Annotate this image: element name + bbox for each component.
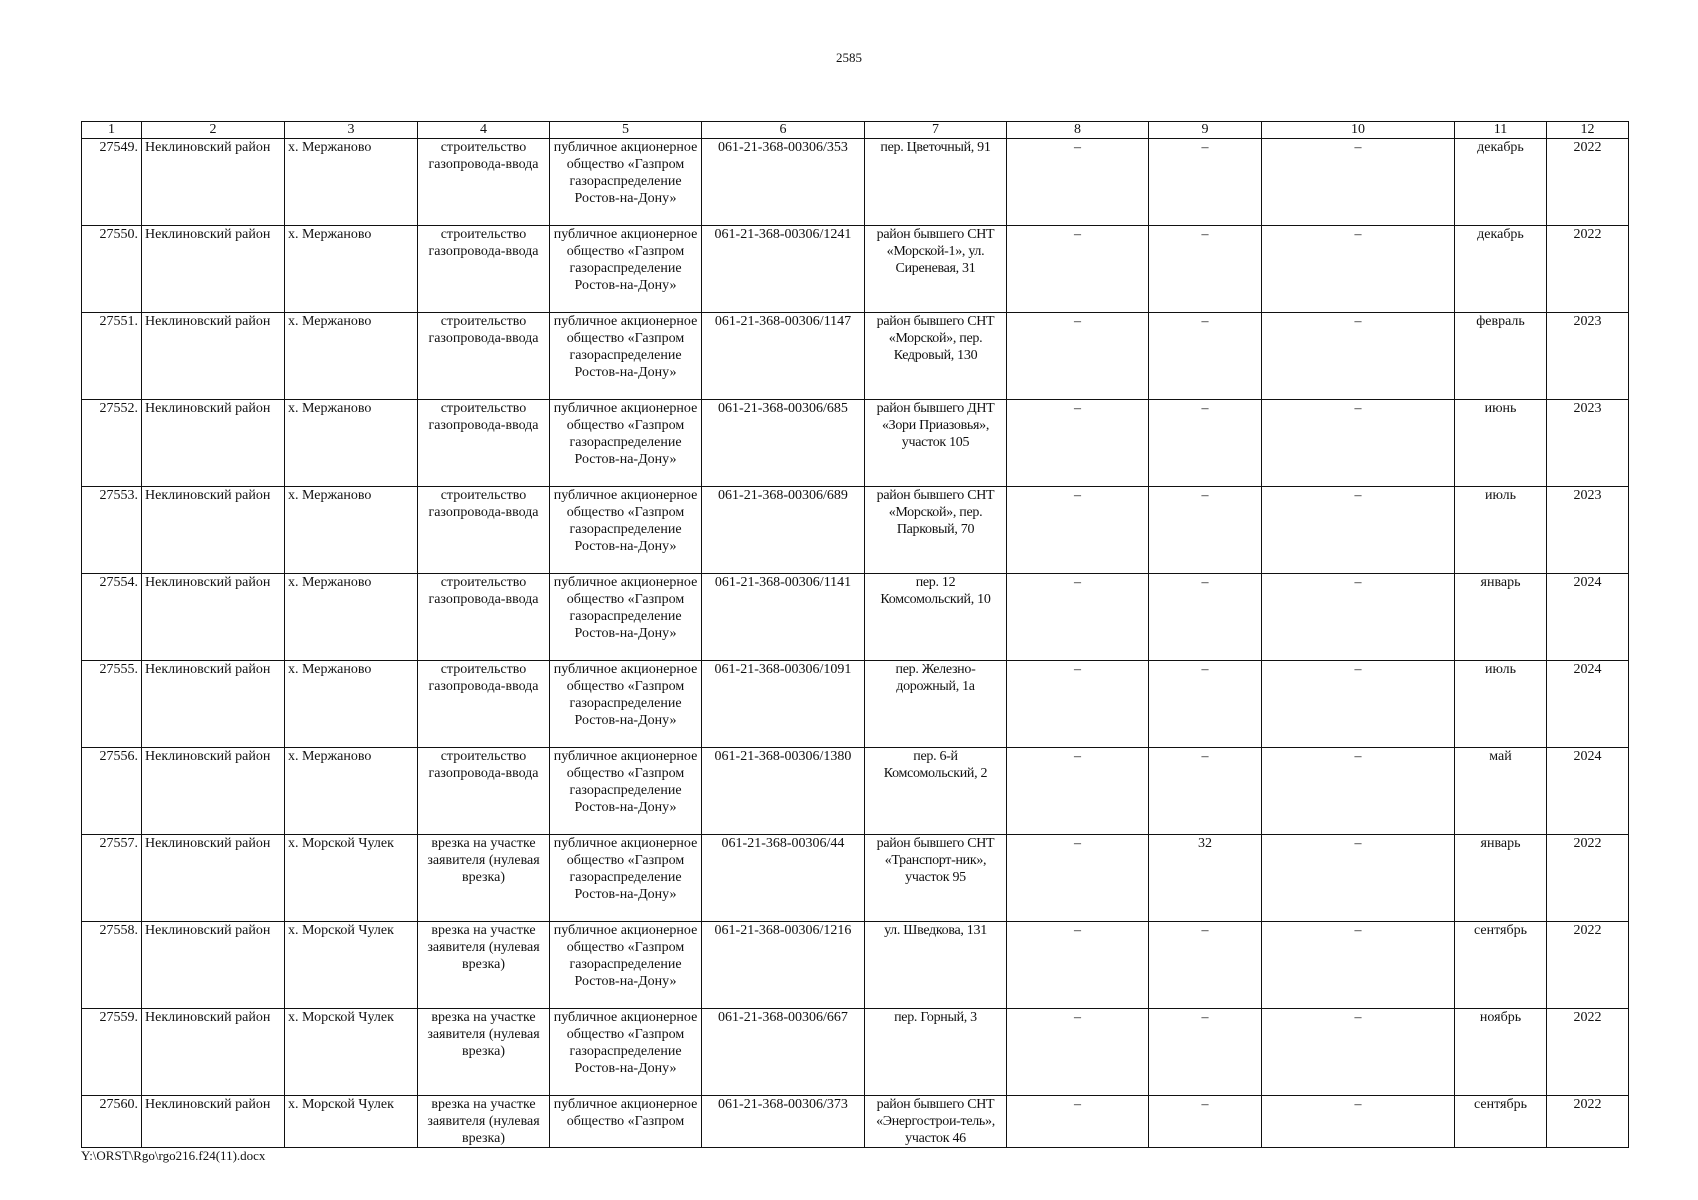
organization-cell: публичное акционерное общество «Газпром газораспределение Ростов-на-Дону» (550, 139, 702, 226)
column-10-cell: – (1262, 835, 1455, 922)
organization-cell: публичное акционерное общество «Газпром (550, 1096, 702, 1148)
record-number: 27559. (82, 1009, 142, 1096)
column-8-cell: – (1007, 313, 1149, 400)
table-row (82, 748, 1629, 835)
column-9-cell: – (1149, 748, 1262, 835)
district-cell: Неклиновский район (142, 400, 285, 487)
locality-cell: х. Морской Чулек (285, 1096, 418, 1148)
month-cell: сентябрь (1455, 922, 1547, 1009)
work-type-cell: врезка на участке заявителя (нулевая врезка) (418, 922, 550, 1009)
registry-code-cell: 061-21-368-00306/1241 (702, 226, 865, 313)
table-row (82, 1096, 1629, 1148)
district-cell: Неклиновский район (142, 313, 285, 400)
registry-code-cell: 061-21-368-00306/1216 (702, 922, 865, 1009)
column-9-cell: – (1149, 922, 1262, 1009)
locality-cell: х. Мержаново (285, 139, 418, 226)
column-8-cell: – (1007, 748, 1149, 835)
year-cell: 2023 (1547, 400, 1629, 487)
column-number: 7 (865, 122, 1007, 139)
column-10-cell: – (1262, 574, 1455, 661)
table-row (82, 313, 1629, 400)
year-cell: 2023 (1547, 487, 1629, 574)
table-row (82, 835, 1629, 922)
registry-code-cell: 061-21-368-00306/667 (702, 1009, 865, 1096)
column-number: 3 (285, 122, 418, 139)
column-10-cell: – (1262, 1009, 1455, 1096)
organization-cell: публичное акционерное общество «Газпром газораспределение Ростов-на-Дону» (550, 487, 702, 574)
registry-table (81, 121, 1629, 1148)
column-number: 11 (1455, 122, 1547, 139)
registry-code-cell: 061-21-368-00306/685 (702, 400, 865, 487)
organization-cell: публичное акционерное общество «Газпром газораспределение Ростов-на-Дону» (550, 748, 702, 835)
address-cell: пер. Горный, 3 (865, 1009, 1007, 1096)
column-10-cell: – (1262, 661, 1455, 748)
column-9-cell: 32 (1149, 835, 1262, 922)
month-cell: июнь (1455, 400, 1547, 487)
organization-cell: публичное акционерное общество «Газпром газораспределение Ростов-на-Дону» (550, 226, 702, 313)
work-type-cell: строительство газопровода-ввода (418, 661, 550, 748)
column-8-cell: – (1007, 574, 1149, 661)
work-type-cell: врезка на участке заявителя (нулевая врезка) (418, 1096, 550, 1148)
column-number-row (82, 122, 1629, 139)
registry-code-cell: 061-21-368-00306/1380 (702, 748, 865, 835)
record-number: 27557. (82, 835, 142, 922)
year-cell: 2022 (1547, 922, 1629, 1009)
record-number: 27560. (82, 1096, 142, 1148)
column-10-cell: – (1262, 139, 1455, 226)
locality-cell: х. Морской Чулек (285, 1009, 418, 1096)
record-number: 27555. (82, 661, 142, 748)
record-number: 27550. (82, 226, 142, 313)
organization-cell: публичное акционерное общество «Газпром газораспределение Ростов-на-Дону» (550, 922, 702, 1009)
column-10-cell: – (1262, 313, 1455, 400)
column-8-cell: – (1007, 139, 1149, 226)
locality-cell: х. Морской Чулек (285, 835, 418, 922)
column-number: 4 (418, 122, 550, 139)
month-cell: январь (1455, 574, 1547, 661)
month-cell: июль (1455, 487, 1547, 574)
organization-cell: публичное акционерное общество «Газпром газораспределение Ростов-на-Дону» (550, 574, 702, 661)
table-row (82, 487, 1629, 574)
column-10-cell: – (1262, 748, 1455, 835)
year-cell: 2022 (1547, 1096, 1629, 1148)
footer-file-path: Y:\ORST\Rgo\rgo216.f24(11).docx (81, 1148, 266, 1163)
record-number: 27553. (82, 487, 142, 574)
registry-code-cell: 061-21-368-00306/1091 (702, 661, 865, 748)
column-number: 6 (702, 122, 865, 139)
column-8-cell: – (1007, 226, 1149, 313)
column-number: 5 (550, 122, 702, 139)
record-number: 27549. (82, 139, 142, 226)
table-row (82, 400, 1629, 487)
organization-cell: публичное акционерное общество «Газпром газораспределение Ростов-на-Дону» (550, 313, 702, 400)
column-8-cell: – (1007, 487, 1149, 574)
column-10-cell: – (1262, 226, 1455, 313)
table-row (82, 1009, 1629, 1096)
column-8-cell: – (1007, 1096, 1149, 1148)
table-row (82, 661, 1629, 748)
work-type-cell: строительство газопровода-ввода (418, 313, 550, 400)
year-cell: 2024 (1547, 661, 1629, 748)
column-number: 8 (1007, 122, 1149, 139)
column-8-cell: – (1007, 1009, 1149, 1096)
address-cell: район бывшего СНТ «Морской», пер. Кедровый, 130 (865, 313, 1007, 400)
address-cell: пер. 12 Комсомольский, 10 (865, 574, 1007, 661)
registry-code-cell: 061-21-368-00306/353 (702, 139, 865, 226)
month-cell: май (1455, 748, 1547, 835)
district-cell: Неклиновский район (142, 139, 285, 226)
column-8-cell: – (1007, 400, 1149, 487)
column-number: 10 (1262, 122, 1455, 139)
column-number: 9 (1149, 122, 1262, 139)
column-9-cell: – (1149, 226, 1262, 313)
organization-cell: публичное акционерное общество «Газпром газораспределение Ростов-на-Дону» (550, 1009, 702, 1096)
work-type-cell: врезка на участке заявителя (нулевая врезка) (418, 835, 550, 922)
address-cell: пер. Цветочный, 91 (865, 139, 1007, 226)
column-number: 12 (1547, 122, 1629, 139)
locality-cell: х. Мержаново (285, 313, 418, 400)
work-type-cell: строительство газопровода-ввода (418, 748, 550, 835)
year-cell: 2023 (1547, 313, 1629, 400)
page-number: 2585 (836, 50, 862, 65)
column-9-cell: – (1149, 487, 1262, 574)
district-cell: Неклиновский район (142, 1096, 285, 1148)
column-number: 2 (142, 122, 285, 139)
registry-code-cell: 061-21-368-00306/689 (702, 487, 865, 574)
address-cell: пер. 6-й Комсомольский, 2 (865, 748, 1007, 835)
address-cell: пер. Железно-дорожный, 1а (865, 661, 1007, 748)
year-cell: 2022 (1547, 1009, 1629, 1096)
locality-cell: х. Мержаново (285, 226, 418, 313)
work-type-cell: строительство газопровода-ввода (418, 574, 550, 661)
month-cell: июль (1455, 661, 1547, 748)
address-cell: район бывшего СНТ «Морской», пер. Парковый, 70 (865, 487, 1007, 574)
column-9-cell: – (1149, 313, 1262, 400)
district-cell: Неклиновский район (142, 226, 285, 313)
table-row (82, 574, 1629, 661)
column-10-cell: – (1262, 1096, 1455, 1148)
table-row (82, 226, 1629, 313)
column-9-cell: – (1149, 574, 1262, 661)
registry-code-cell: 061-21-368-00306/44 (702, 835, 865, 922)
organization-cell: публичное акционерное общество «Газпром газораспределение Ростов-на-Дону» (550, 835, 702, 922)
table-row (82, 922, 1629, 1009)
district-cell: Неклиновский район (142, 487, 285, 574)
column-8-cell: – (1007, 661, 1149, 748)
month-cell: ноябрь (1455, 1009, 1547, 1096)
year-cell: 2022 (1547, 139, 1629, 226)
locality-cell: х. Мержаново (285, 574, 418, 661)
registry-code-cell: 061-21-368-00306/373 (702, 1096, 865, 1148)
work-type-cell: строительство газопровода-ввода (418, 226, 550, 313)
locality-cell: х. Мержаново (285, 487, 418, 574)
district-cell: Неклиновский район (142, 661, 285, 748)
column-9-cell: – (1149, 139, 1262, 226)
column-9-cell: – (1149, 400, 1262, 487)
record-number: 27552. (82, 400, 142, 487)
locality-cell: х. Мержаново (285, 748, 418, 835)
year-cell: 2024 (1547, 574, 1629, 661)
column-9-cell: – (1149, 661, 1262, 748)
district-cell: Неклиновский район (142, 835, 285, 922)
work-type-cell: строительство газопровода-ввода (418, 139, 550, 226)
column-8-cell: – (1007, 922, 1149, 1009)
address-cell: район бывшего СНТ «Энергострои-тель», участок 46 (865, 1096, 1007, 1148)
column-10-cell: – (1262, 922, 1455, 1009)
district-cell: Неклиновский район (142, 748, 285, 835)
month-cell: декабрь (1455, 139, 1547, 226)
work-type-cell: врезка на участке заявителя (нулевая врезка) (418, 1009, 550, 1096)
year-cell: 2022 (1547, 226, 1629, 313)
address-cell: район бывшего СНТ «Транспорт-ник», участок 95 (865, 835, 1007, 922)
column-8-cell: – (1007, 835, 1149, 922)
locality-cell: х. Морской Чулек (285, 922, 418, 1009)
month-cell: февраль (1455, 313, 1547, 400)
table-row (82, 139, 1629, 226)
month-cell: январь (1455, 835, 1547, 922)
record-number: 27558. (82, 922, 142, 1009)
registry-code-cell: 061-21-368-00306/1147 (702, 313, 865, 400)
record-number: 27556. (82, 748, 142, 835)
column-number: 1 (82, 122, 142, 139)
work-type-cell: строительство газопровода-ввода (418, 487, 550, 574)
month-cell: сентябрь (1455, 1096, 1547, 1148)
organization-cell: публичное акционерное общество «Газпром газораспределение Ростов-на-Дону» (550, 661, 702, 748)
year-cell: 2024 (1547, 748, 1629, 835)
month-cell: декабрь (1455, 226, 1547, 313)
column-9-cell: – (1149, 1009, 1262, 1096)
column-9-cell: – (1149, 1096, 1262, 1148)
year-cell: 2022 (1547, 835, 1629, 922)
record-number: 27554. (82, 574, 142, 661)
locality-cell: х. Мержаново (285, 400, 418, 487)
district-cell: Неклиновский район (142, 574, 285, 661)
district-cell: Неклиновский район (142, 922, 285, 1009)
column-10-cell: – (1262, 487, 1455, 574)
address-cell: ул. Шведкова, 131 (865, 922, 1007, 1009)
address-cell: район бывшего СНТ «Морской-1», ул. Сиреневая, 31 (865, 226, 1007, 313)
locality-cell: х. Мержаново (285, 661, 418, 748)
registry-code-cell: 061-21-368-00306/1141 (702, 574, 865, 661)
column-10-cell: – (1262, 400, 1455, 487)
district-cell: Неклиновский район (142, 1009, 285, 1096)
record-number: 27551. (82, 313, 142, 400)
organization-cell: публичное акционерное общество «Газпром газораспределение Ростов-на-Дону» (550, 400, 702, 487)
work-type-cell: строительство газопровода-ввода (418, 400, 550, 487)
address-cell: район бывшего ДНТ «Зори Приазовья», участок 105 (865, 400, 1007, 487)
